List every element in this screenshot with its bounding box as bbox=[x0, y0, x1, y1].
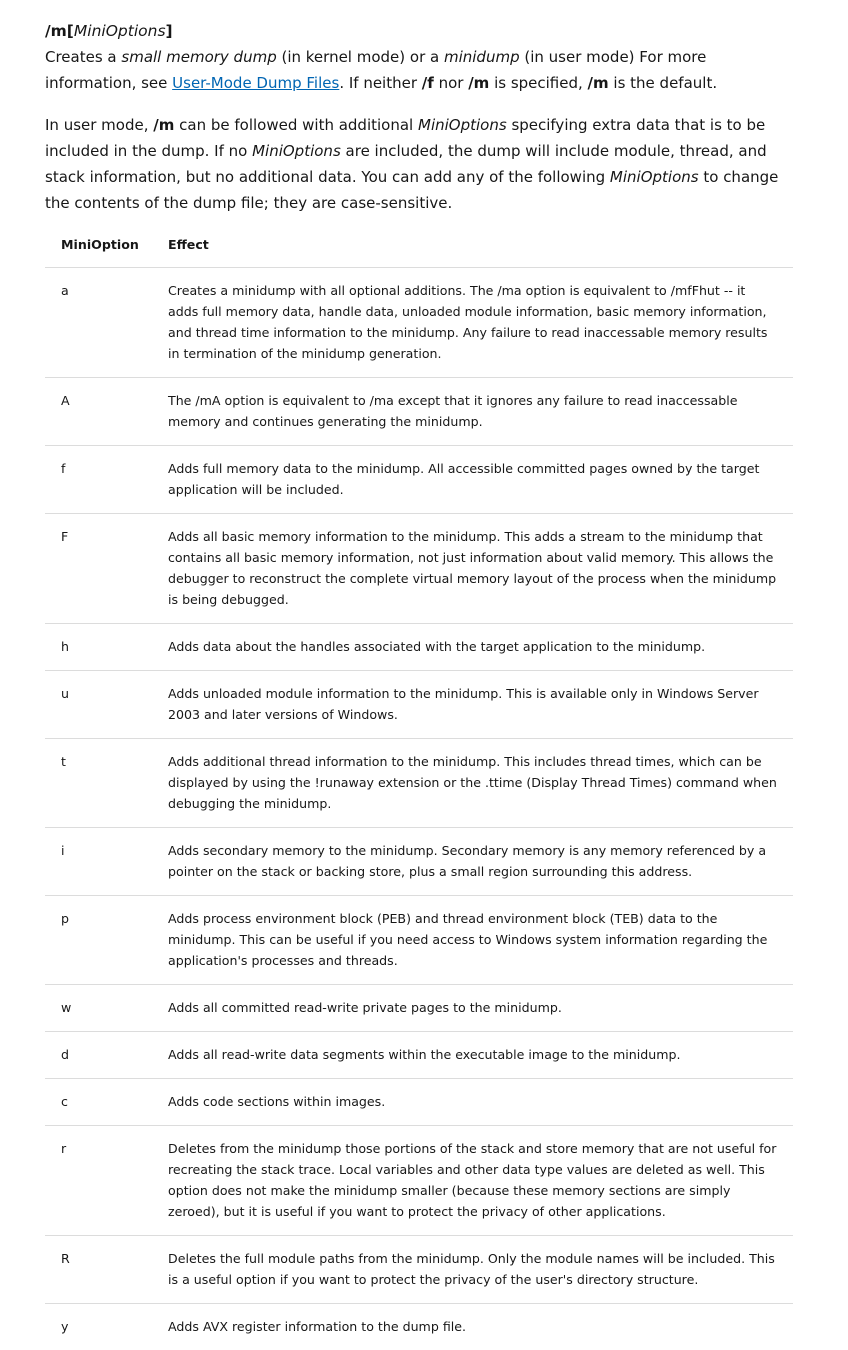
option-cell: c bbox=[45, 1079, 168, 1126]
intro-text: nor bbox=[434, 74, 468, 92]
intro-flag-m-default: /m bbox=[588, 74, 609, 92]
minioptions-table bbox=[45, 222, 793, 1350]
effect-cell: Adds AVX register information to the dump file. bbox=[168, 1304, 793, 1350]
table-header-row bbox=[45, 222, 793, 268]
usermode-emph-minioptions: MiniOptions bbox=[252, 142, 341, 160]
option-cell: F bbox=[45, 514, 168, 624]
effect-cell: Adds unloaded module information to the minidump. This is available only in Windows Server 2003 and later versions of Windows. bbox=[168, 671, 793, 739]
option-cell: t bbox=[45, 739, 168, 828]
intro-text: Creates a bbox=[45, 48, 121, 66]
option-heading bbox=[45, 19, 793, 44]
option-cell: f bbox=[45, 446, 168, 514]
usermode-flag-m: /m bbox=[153, 116, 174, 134]
option-cell: i bbox=[45, 828, 168, 896]
table-row bbox=[45, 514, 793, 624]
intro-text: . If neither bbox=[339, 74, 421, 92]
header-minioption: MiniOption bbox=[45, 222, 168, 268]
table-row bbox=[45, 985, 793, 1032]
table-row bbox=[45, 378, 793, 446]
effect-cell: The /mA option is equivalent to /ma except that it ignores any failure to read inaccessable memory and continues generating the minidump. bbox=[168, 378, 793, 446]
table-row bbox=[45, 896, 793, 985]
option-cell: a bbox=[45, 268, 168, 378]
user-mode-paragraph bbox=[45, 112, 793, 216]
effect-cell: Adds data about the handles associated with the target application to the minidump. bbox=[168, 624, 793, 671]
intro-text: (in user mode) For more information, see bbox=[45, 48, 706, 92]
effect-cell: Adds all read-write data segments within the executable image to the minidump. bbox=[168, 1032, 793, 1079]
usermode-text: specifying extra data that is to be included in the dump. If no bbox=[45, 116, 765, 160]
intro-flag-f: /f bbox=[422, 74, 434, 92]
intro-emph-small-memory-dump: small memory dump bbox=[121, 48, 276, 66]
intro-text: is the default. bbox=[609, 74, 717, 92]
effect-cell: Adds process environment block (PEB) and thread environment block (TEB) data to the minidump. This can be useful if you need access to Windows system information regarding the application's processes and threads. bbox=[168, 896, 793, 985]
table-row bbox=[45, 671, 793, 739]
table-row bbox=[45, 1126, 793, 1236]
intro-text: is specified, bbox=[489, 74, 587, 92]
usermode-text: are included, the dump will include module, thread, and stack information, but no additional data. You can add any of the following bbox=[45, 142, 767, 186]
intro-paragraph bbox=[45, 44, 793, 96]
table-row bbox=[45, 1032, 793, 1079]
usermode-text: to change the contents of the dump file; they are case-sensitive. bbox=[45, 168, 778, 212]
table-row bbox=[45, 446, 793, 514]
usermode-text: can be followed with additional bbox=[174, 116, 418, 134]
intro-emph-minidump: minidump bbox=[444, 48, 520, 66]
effect-cell: Deletes the full module paths from the minidump. Only the module names will be included. This is a useful option if you want to protect the privacy of the user's directory structure. bbox=[168, 1236, 793, 1304]
doc-content bbox=[45, 0, 793, 1350]
effect-cell: Deletes from the minidump those portions of the stack and store memory that are not useful for recreating the stack trace. Local variables and other data type values are deleted as well. This option does not make the minidump smaller (because these memory sections are simply zeroed), but it is useful if you want to protect the privacy of other applications. bbox=[168, 1126, 793, 1236]
table-row bbox=[45, 828, 793, 896]
intro-text: (in kernel mode) or a bbox=[277, 48, 444, 66]
heading-prefix: /m[ bbox=[45, 22, 74, 40]
user-mode-dump-files-link[interactable]: User-Mode Dump Files bbox=[172, 74, 339, 92]
effect-cell: Adds code sections within images. bbox=[168, 1079, 793, 1126]
heading-param: MiniOptions bbox=[74, 22, 166, 40]
effect-cell: Adds secondary memory to the minidump. Secondary memory is any memory referenced by a pointer on the stack or backing store, plus a small region surrounding this address. bbox=[168, 828, 793, 896]
option-cell: h bbox=[45, 624, 168, 671]
table-row bbox=[45, 624, 793, 671]
option-cell: A bbox=[45, 378, 168, 446]
effect-cell: Adds full memory data to the minidump. All accessible committed pages owned by the target application will be included. bbox=[168, 446, 793, 514]
effect-cell: Creates a minidump with all optional additions. The /ma option is equivalent to /mfFhut -- it adds full memory data, handle data, unloaded module information, basic memory information, and thread time information to the minidump. Any failure to read inaccessable memory results in termination of the minidump generation. bbox=[168, 268, 793, 378]
option-cell: r bbox=[45, 1126, 168, 1236]
usermode-emph-minioptions: MiniOptions bbox=[418, 116, 507, 134]
option-cell: y bbox=[45, 1304, 168, 1350]
option-cell: R bbox=[45, 1236, 168, 1304]
usermode-text: In user mode, bbox=[45, 116, 153, 134]
table-row bbox=[45, 1304, 793, 1350]
table-row bbox=[45, 268, 793, 378]
intro-flag-m: /m bbox=[468, 74, 489, 92]
option-cell: p bbox=[45, 896, 168, 985]
effect-cell: Adds additional thread information to the minidump. This includes thread times, which can be displayed by using the !runaway extension or the .ttime (Display Thread Times) command when debugging the minidump. bbox=[168, 739, 793, 828]
option-cell: u bbox=[45, 671, 168, 739]
table-row bbox=[45, 739, 793, 828]
header-effect: Effect bbox=[168, 222, 793, 268]
table-row bbox=[45, 1079, 793, 1126]
option-cell: w bbox=[45, 985, 168, 1032]
effect-cell: Adds all basic memory information to the minidump. This adds a stream to the minidump that contains all basic memory information, not just information about valid memory. This allows the debugger to reconstruct the complete virtual memory layout of the process when the minidump is being debugged. bbox=[168, 514, 793, 624]
table-row bbox=[45, 1236, 793, 1304]
usermode-emph-minioptions: MiniOptions bbox=[610, 168, 699, 186]
heading-suffix: ] bbox=[166, 22, 173, 40]
effect-cell: Adds all committed read-write private pages to the minidump. bbox=[168, 985, 793, 1032]
option-cell: d bbox=[45, 1032, 168, 1079]
